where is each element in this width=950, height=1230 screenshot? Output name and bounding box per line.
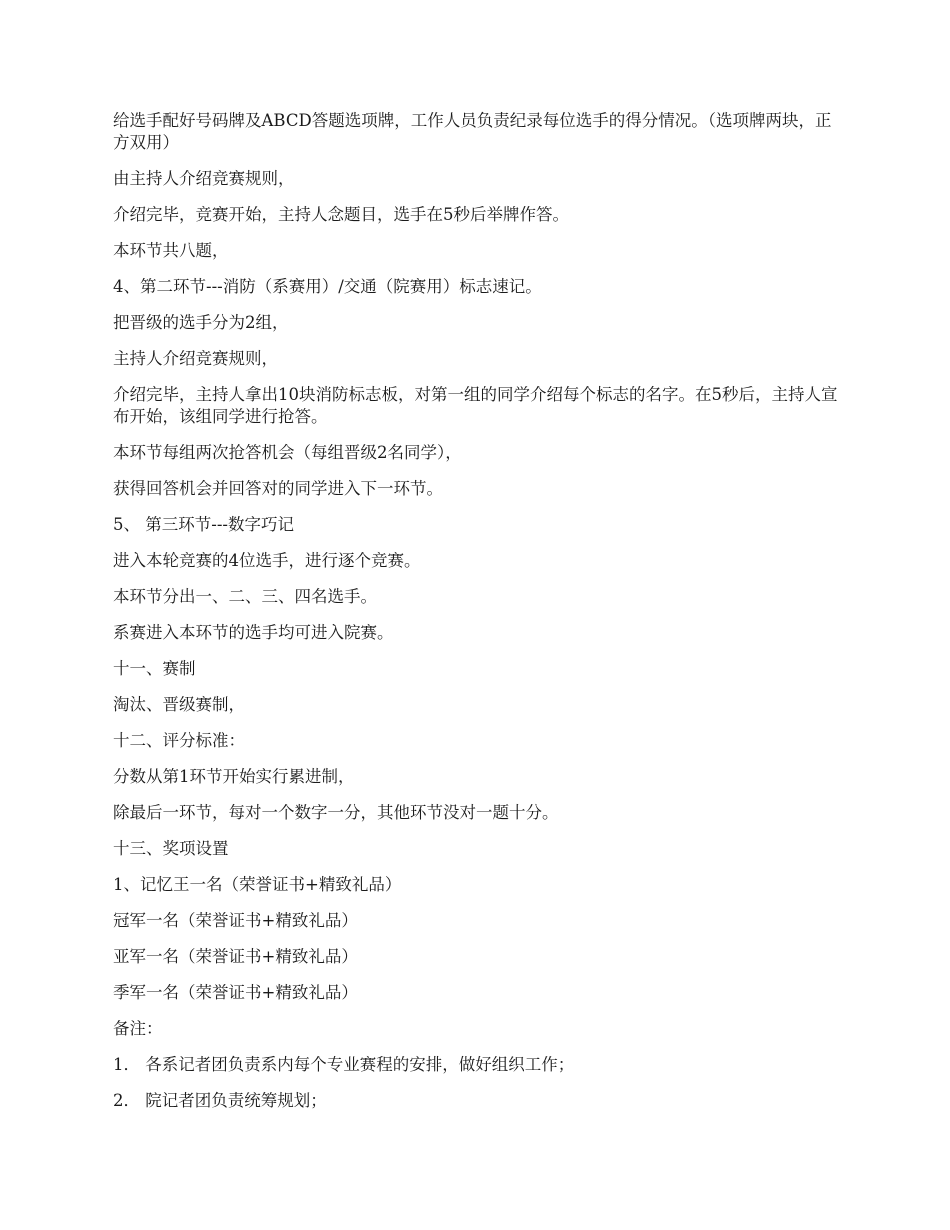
section-heading: 十二、评分标准： <box>113 731 245 750</box>
section-heading: 备注： <box>113 1019 163 1038</box>
paragraph: 进入本轮竞赛的4位选手，进行逐个竞赛。 <box>113 551 421 570</box>
paragraph: 除最后一环节，每对一个数字一分，其他环节没对一题十分。 <box>113 803 559 822</box>
paragraph: 本环节分出一、二、三、四名选手。 <box>113 587 377 606</box>
paragraph: 由主持人介绍竞赛规则， <box>113 169 295 188</box>
paragraph: 介绍完毕，主持人拿出10块消防标志板，对第一组的同学介绍每个标志的名字。在5秒后，主持人宣布开始，该组同学进行抢答。 <box>113 385 838 426</box>
list-item: 2． 院记者团负责统筹规划； <box>113 1091 327 1110</box>
section-heading: 十一、赛制 <box>113 659 196 678</box>
paragraph: 淘汰、晋级赛制， <box>113 695 245 714</box>
list-item: 亚军一名（荣誉证书+精致礼品） <box>113 947 358 966</box>
paragraph: 分数从第1环节开始实行累进制， <box>113 767 355 786</box>
list-item: 1、记忆王一名（荣誉证书+精致礼品） <box>113 875 402 894</box>
paragraph: 主持人介绍竞赛规则， <box>113 349 278 368</box>
section-heading: 十三、奖项设置 <box>113 839 229 858</box>
list-item: 季军一名（荣誉证书+精致礼品） <box>113 983 358 1002</box>
paragraph: 本环节每组两次抢答机会（每组晋级2名同学）， <box>113 443 462 462</box>
paragraph: 本环节共八题， <box>113 241 229 260</box>
document-body <box>113 110 840 1126</box>
paragraph: 把晋级的选手分为2组， <box>113 313 289 332</box>
list-item: 冠军一名（荣誉证书+精致礼品） <box>113 911 358 930</box>
paragraph: 给选手配好号码牌及ABCD答题选项牌，工作人员负责纪录每位选手的得分情况。（选项牌两块，正方双用） <box>113 111 832 152</box>
list-item: 1． 各系记者团负责系内每个专业赛程的安排，做好组织工作； <box>113 1055 575 1074</box>
paragraph: 系赛进入本环节的选手均可进入院赛。 <box>113 623 394 642</box>
paragraph: 获得回答机会并回答对的同学进入下一环节。 <box>113 479 443 498</box>
paragraph: 介绍完毕，竞赛开始，主持人念题目，选手在5秒后举牌作答。 <box>113 205 569 224</box>
section-heading: 5、 第三环节---数字巧记 <box>113 515 294 534</box>
section-heading: 4、第二环节---消防（系赛用）/交通（院赛用）标志速记。 <box>113 277 542 296</box>
